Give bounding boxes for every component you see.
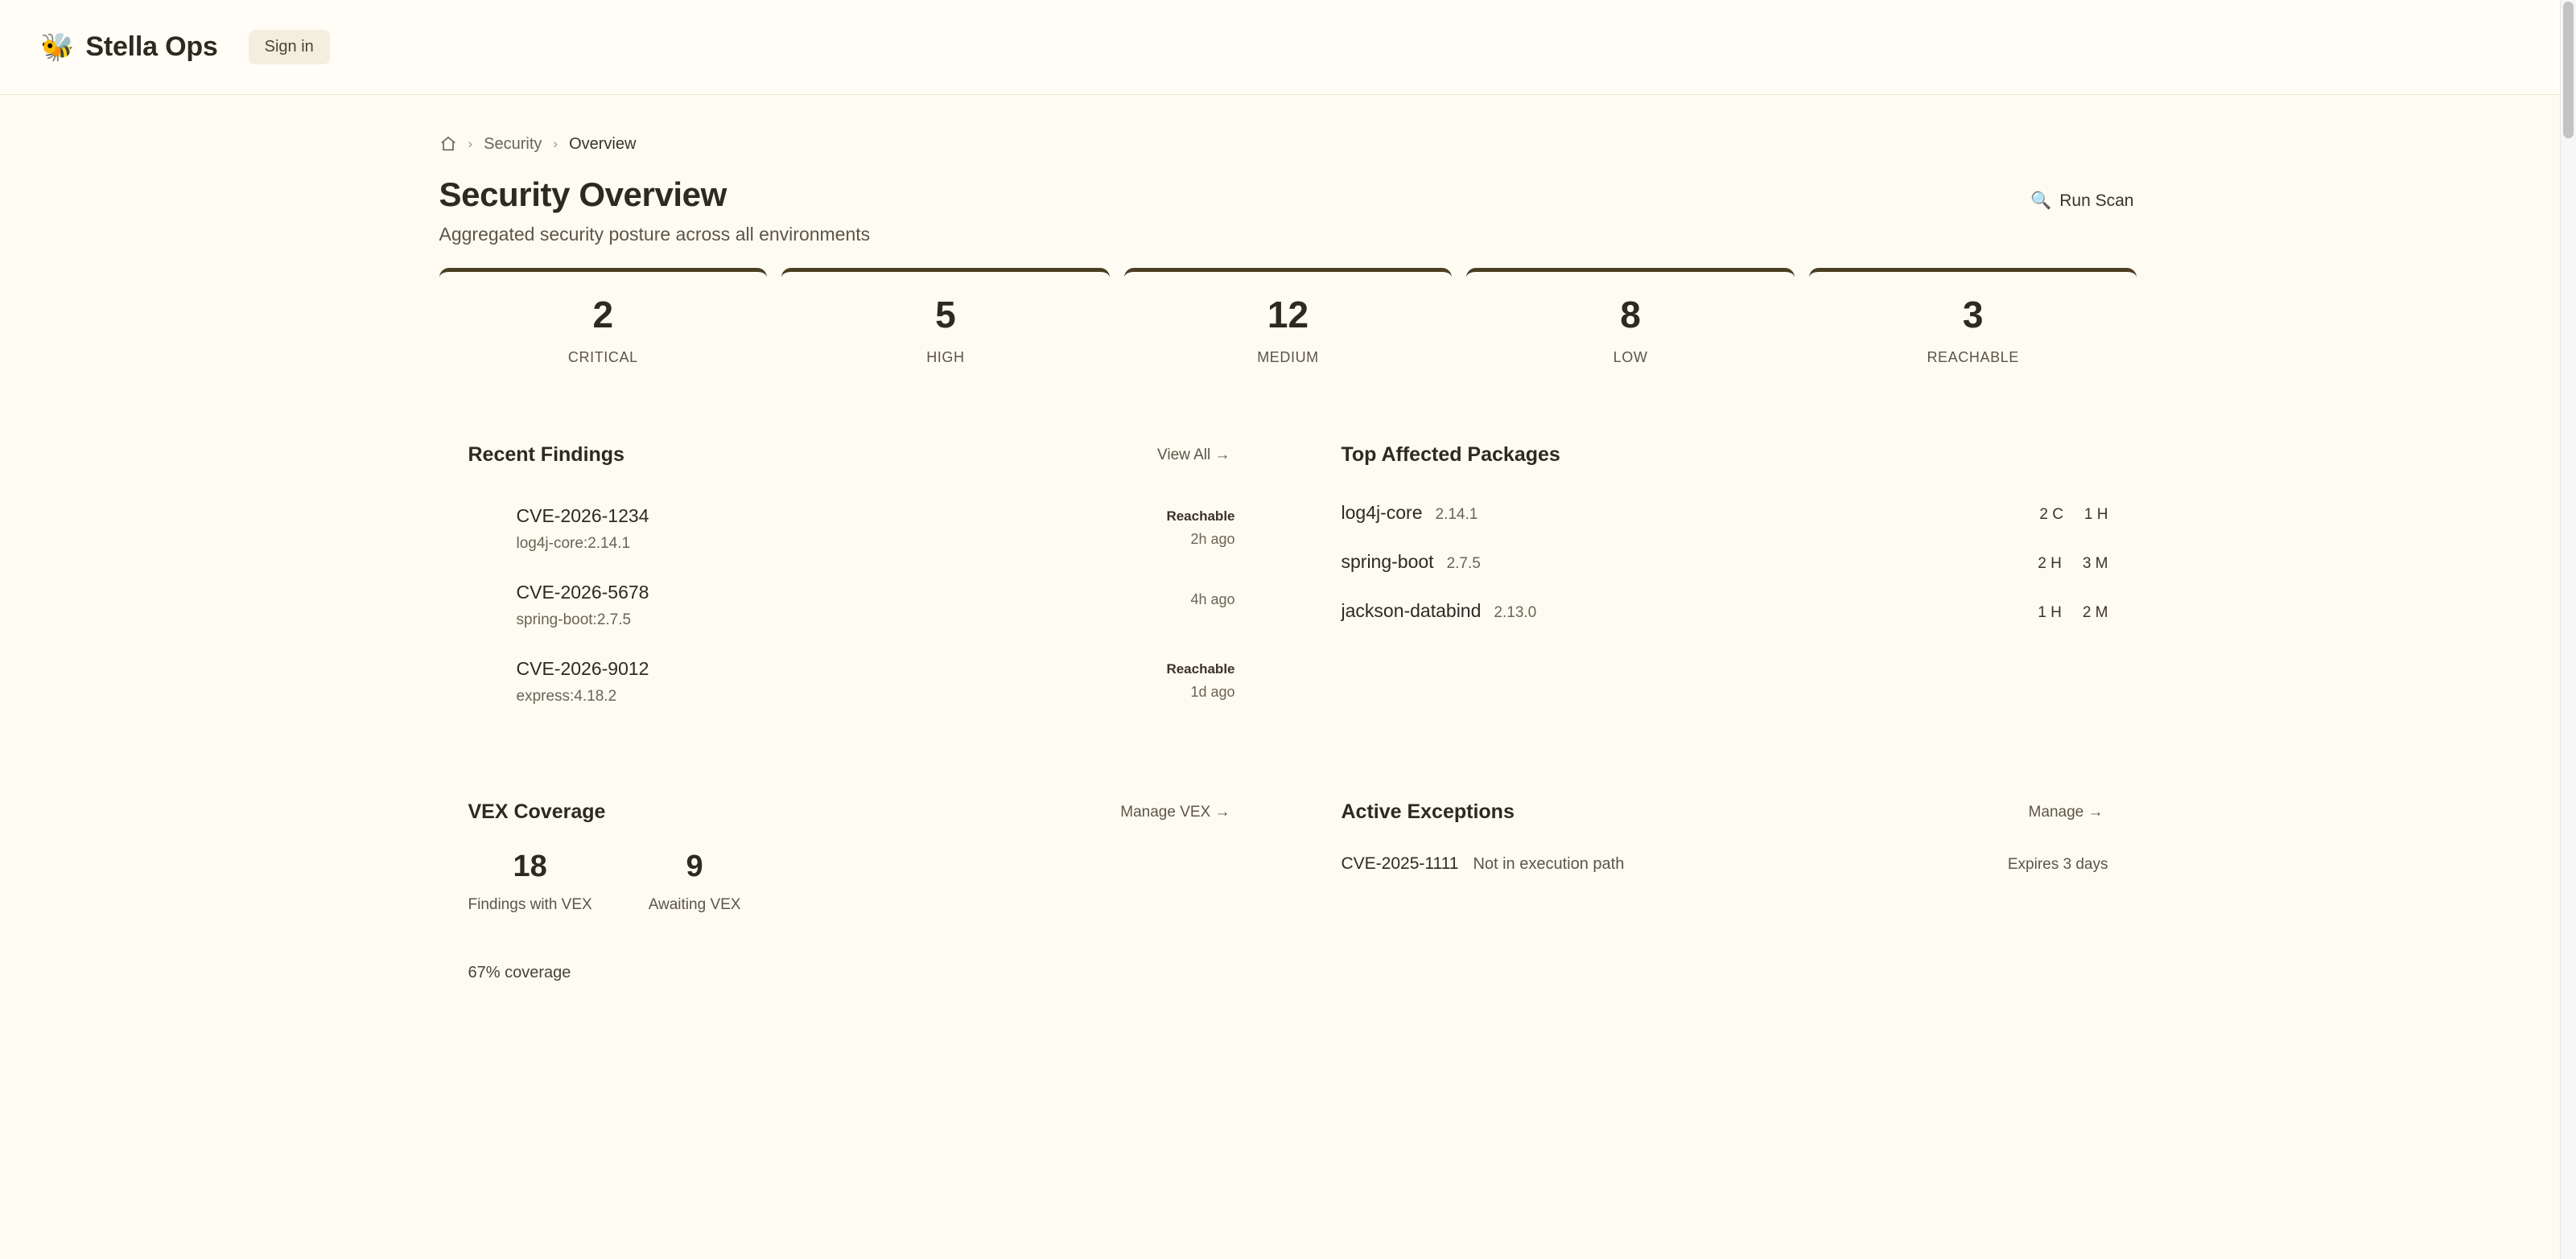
top-packages-panel	[1313, 443, 2137, 723]
exception-identity	[1342, 854, 1625, 874]
top-packages-title: Top Affected Packages	[1341, 443, 1560, 466]
finding-time: 2h ago	[1190, 531, 1235, 547]
vertical-scrollbar[interactable]	[2560, 0, 2576, 1259]
vex-coverage-panel	[439, 800, 1264, 982]
brand-name: Stella Ops	[85, 31, 218, 62]
stat-label: MEDIUM	[1257, 349, 1319, 365]
count-medium: 2 M	[2082, 604, 2108, 621]
manage-exceptions-button[interactable]: Manage →	[2024, 803, 2108, 822]
list-item[interactable]	[1342, 543, 2108, 592]
bee-icon: 🐝	[40, 31, 75, 63]
breadcrumb-item-overview: Overview	[569, 134, 637, 153]
package-version: 2.14.1	[1435, 506, 1478, 523]
finding-meta	[1166, 505, 1234, 548]
breadcrumb-separator-2: ›	[553, 136, 558, 151]
count-high: 2 H	[2038, 555, 2062, 572]
exception-expiry: Expires 3 days	[2007, 856, 2108, 873]
manage-vex-button[interactable]: Manage VEX →	[1115, 803, 1234, 822]
finding-package: log4j-core:2.14.1	[516, 535, 631, 552]
top-bar	[0, 0, 2576, 95]
content-container	[439, 95, 2137, 982]
vex-awaiting	[649, 851, 741, 914]
recent-findings-header	[468, 443, 1235, 467]
active-exceptions-title: Active Exceptions	[1341, 800, 1515, 823]
list-item[interactable]	[468, 494, 1235, 570]
finding-main	[517, 505, 649, 553]
list-item[interactable]	[468, 647, 1235, 723]
vex-value: 18	[513, 850, 547, 883]
stat-label: HIGH	[926, 349, 965, 365]
home-icon[interactable]	[439, 135, 457, 153]
panels-grid	[439, 443, 2137, 982]
package-version: 2.7.5	[1446, 555, 1481, 572]
vex-coverage-percent: 67% coverage	[468, 964, 571, 981]
package-severity-counts	[2038, 555, 2108, 573]
finding-main	[517, 658, 649, 706]
package-name: jackson-databind	[1341, 600, 1482, 621]
run-scan-button[interactable]	[2027, 187, 2137, 216]
exception-id: CVE-2025-1111	[1341, 854, 1459, 873]
breadcrumb-separator: ›	[468, 136, 473, 151]
package-name: spring-boot	[1341, 551, 1434, 572]
vex-coverage-header	[468, 800, 1235, 824]
sign-in-button[interactable]: Sign in	[249, 30, 330, 64]
count-medium: 3 M	[2082, 555, 2108, 572]
exception-reason: Not in execution path	[1473, 855, 1625, 873]
breadcrumb-item-security[interactable]: Security	[484, 134, 542, 153]
finding-package: express:4.18.2	[516, 688, 617, 705]
package-name: log4j-core	[1341, 502, 1423, 523]
package-version: 2.13.0	[1494, 604, 1537, 621]
finding-package: spring-boot:2.7.5	[516, 611, 632, 628]
package-severity-counts	[2039, 506, 2108, 524]
vex-value: 9	[686, 850, 703, 883]
page-title: Security Overview	[439, 175, 727, 213]
page-header-text	[439, 175, 871, 245]
list-item[interactable]	[1342, 592, 2108, 641]
vex-caption: Awaiting VEX	[648, 896, 741, 913]
finding-id: CVE-2026-9012	[516, 658, 649, 679]
stat-value: 12	[1267, 294, 1309, 335]
severity-stat-cards	[439, 268, 2137, 381]
stat-label: REACHABLE	[1927, 349, 2019, 365]
list-item[interactable]	[1342, 851, 2108, 877]
active-exceptions-header	[1342, 800, 2108, 824]
finding-main	[517, 582, 649, 629]
stat-value: 8	[1620, 294, 1641, 335]
package-severity-counts	[2038, 604, 2108, 622]
page-header	[439, 175, 2137, 245]
finding-time: 4h ago	[1190, 591, 1235, 607]
package-identity	[1342, 600, 1537, 622]
stat-value: 3	[1962, 294, 1984, 335]
count-critical: 2 C	[2039, 506, 2063, 523]
view-all-findings-button[interactable]: View All →	[1152, 446, 1234, 465]
status-badge: Reachable	[1166, 508, 1235, 524]
status-badge: Reachable	[1166, 661, 1235, 677]
stat-card-reachable[interactable]	[1809, 268, 2137, 381]
run-scan-label: Run Scan	[2059, 191, 2134, 210]
vex-findings-with-vex	[468, 851, 592, 914]
stat-label: CRITICAL	[567, 349, 638, 365]
recent-findings-title: Recent Findings	[468, 443, 624, 466]
finding-time: 1d ago	[1190, 684, 1235, 700]
finding-meta	[1190, 582, 1234, 608]
stat-value: 2	[592, 294, 614, 335]
brand[interactable]	[40, 31, 218, 63]
finding-id: CVE-2026-1234	[516, 505, 649, 526]
list-item[interactable]	[1342, 494, 2108, 543]
package-identity	[1342, 551, 1481, 573]
list-item[interactable]	[468, 570, 1235, 647]
top-packages-header	[1342, 443, 2108, 467]
stat-value: 5	[935, 294, 956, 335]
finding-meta	[1166, 658, 1234, 701]
stat-label: LOW	[1613, 349, 1648, 365]
vex-coverage-title: VEX Coverage	[468, 800, 606, 823]
scrollbar-thumb[interactable]	[2563, 2, 2574, 138]
stat-card-low[interactable]	[1466, 268, 1795, 381]
package-identity	[1342, 502, 1478, 524]
stat-card-medium[interactable]	[1124, 268, 1453, 381]
breadcrumb	[439, 134, 2137, 154]
active-exceptions-panel	[1313, 800, 2137, 982]
recent-findings-panel	[439, 443, 1264, 723]
count-high: 1 H	[2038, 604, 2062, 621]
magnifier-icon: 🔍	[2030, 191, 2052, 210]
page-subtitle: Aggregated security posture across all environments	[439, 224, 871, 245]
vex-caption: Findings with VEX	[468, 896, 592, 913]
page-body	[0, 95, 2576, 1259]
stat-card-critical[interactable]	[439, 268, 768, 381]
count-high: 1 H	[2083, 506, 2108, 523]
vex-stat-blocks	[468, 851, 1235, 914]
stat-card-high[interactable]	[781, 268, 1110, 381]
finding-id: CVE-2026-5678	[516, 582, 649, 603]
